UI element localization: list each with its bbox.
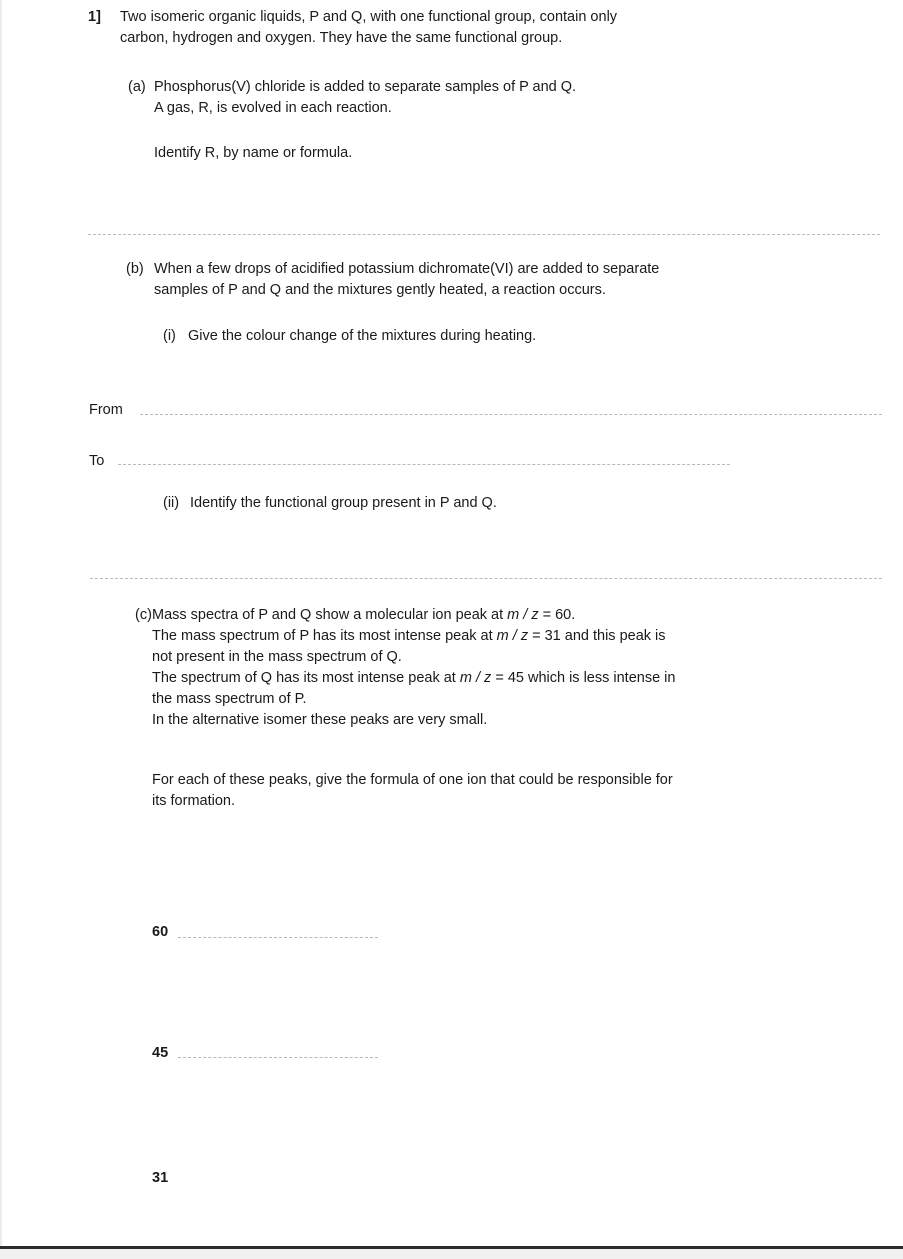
- mz-expression: m / z: [459, 670, 492, 686]
- part-a-instruction: Identify R, by name or formula.: [154, 145, 353, 161]
- peak-label-45: 45: [152, 1045, 169, 1061]
- part-b-i-label: (i): [163, 328, 176, 344]
- part-b-ii-label: (ii): [163, 495, 180, 511]
- part-c-line: not present in the mass spectrum of Q.: [152, 649, 402, 665]
- question-intro-line: Two isomeric organic liquids, P and Q, with one functional group, contain only: [120, 9, 618, 25]
- part-c-line: [152, 626, 675, 647]
- peak-label-31: 31: [152, 1170, 169, 1186]
- part-a-text: [154, 77, 576, 119]
- part-c-line4-pre: The spectrum of Q has its most intense peak at: [152, 670, 460, 686]
- part-b-line: samples of P and Q and the mixtures gently heated, a reaction occurs.: [154, 282, 606, 298]
- mz-expression: m / z: [496, 628, 529, 644]
- part-b-text: [154, 259, 659, 301]
- part-c-line1-pre: Mass spectra of P and Q show a molecular ion peak at: [152, 607, 508, 623]
- part-a-label: (a): [128, 79, 146, 95]
- answer-line-peak-45[interactable]: [178, 1057, 378, 1058]
- page-edge: [0, 0, 3, 1259]
- part-c-line2-pre: The mass spectrum of P has its most intense peak at: [152, 628, 497, 644]
- part-c-instruction-line: For each of these peaks, give the formula of one ion that could be responsible for: [152, 772, 673, 788]
- answer-line-b-ii[interactable]: [90, 578, 882, 579]
- question-intro: [120, 7, 617, 49]
- part-c-line2-post: = 31 and this peak is: [528, 628, 666, 644]
- answer-line-from[interactable]: [140, 414, 882, 415]
- part-a-line: A gas, R, is evolved in each reaction.: [154, 100, 392, 116]
- part-c-line: [152, 605, 675, 626]
- part-c-instruction-line: its formation.: [152, 793, 235, 809]
- peak-label-60: 60: [152, 924, 169, 940]
- page-bottom-margin: [0, 1249, 903, 1259]
- part-c-line: In the alternative isomer these peaks are very small.: [152, 712, 488, 728]
- question-intro-line: carbon, hydrogen and oxygen. They have the same functional group.: [120, 30, 563, 46]
- part-b-label: (b): [126, 261, 144, 277]
- part-c-line4-post: = 45 which is less intense in: [491, 670, 676, 686]
- to-label: To: [89, 453, 105, 469]
- part-a-line: Phosphorus(V) chloride is added to separate samples of P and Q.: [154, 79, 577, 95]
- part-c-line1-post: = 60.: [538, 607, 576, 623]
- part-c-text: [152, 605, 675, 731]
- part-b-i-text: Give the colour change of the mixtures during heating.: [188, 328, 537, 344]
- part-b-ii-text: Identify the functional group present in P and Q.: [190, 495, 497, 511]
- part-b-line: When a few drops of acidified potassium dichromate(VI) are added to separate: [154, 261, 660, 277]
- question-number: 1]: [88, 9, 101, 25]
- part-c-line: the mass spectrum of P.: [152, 691, 307, 707]
- answer-line-to[interactable]: [118, 464, 730, 465]
- answer-line-peak-60[interactable]: [178, 937, 378, 938]
- answer-line-a[interactable]: [88, 234, 880, 235]
- mz-expression: m / z: [507, 607, 539, 623]
- part-c-label: (c): [135, 607, 152, 623]
- from-label: From: [89, 402, 123, 418]
- part-c-instruction: [152, 770, 673, 812]
- part-c-line: [152, 668, 675, 689]
